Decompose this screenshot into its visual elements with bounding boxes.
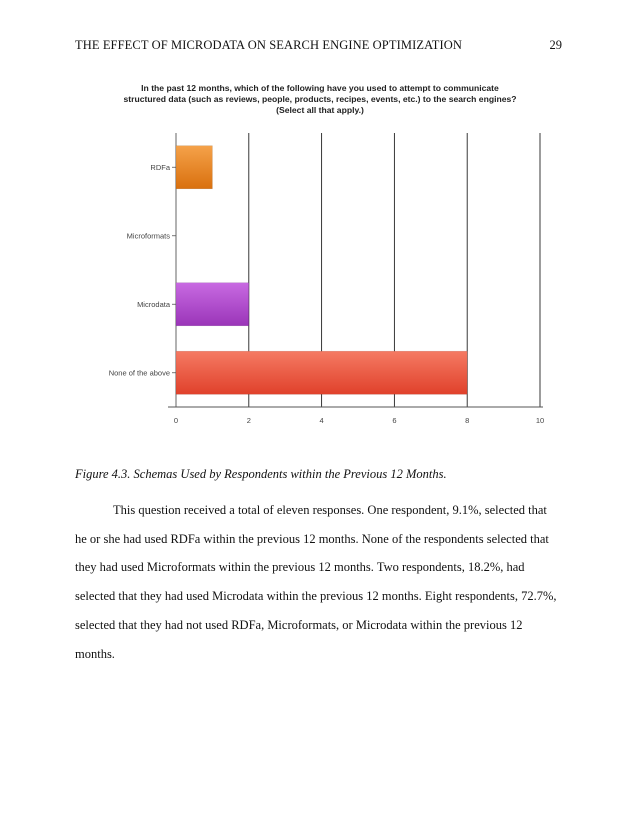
body-line-4: selected that they had used Microdata within the previous 12 months. Eight respondents, 72.7%,	[75, 589, 557, 604]
chart-title-line-3: (Select all that apply.)	[276, 105, 364, 115]
body-paragraph	[75, 496, 575, 668]
x-tick-label-8: 8	[465, 416, 470, 425]
category-label-rdfa: RDFa	[150, 162, 170, 172]
category-label-microformats: Microformats	[126, 231, 170, 241]
page-number: 29	[549, 38, 562, 52]
running-head	[75, 37, 562, 53]
bar-none-of-the-above	[176, 351, 467, 394]
chart-title	[100, 83, 540, 116]
bar-rdfa	[176, 146, 212, 189]
x-tick-label-6: 6	[392, 416, 397, 425]
x-tick-label-10: 10	[535, 416, 545, 425]
category-label-microdata: Microdata	[137, 299, 170, 309]
body-line-1: This question received a total of eleven responses. One respondent, 9.1%, selected that	[113, 503, 547, 517]
body-line-2: he or she had used RDFa within the previous 12 months. None of the respondents selected that	[75, 531, 549, 546]
running-title: THE EFFECT OF MICRODATA ON SEARCH ENGINE OPTIMIZATION	[75, 38, 463, 52]
x-tick-label-4: 4	[319, 416, 324, 425]
chart-title-line-1: In the past 12 months, which of the following have you used to attempt to communicate	[141, 83, 499, 93]
x-tick-label-0: 0	[173, 416, 179, 425]
x-tick-label-2: 2	[246, 416, 251, 425]
figure-caption: Figure 4.3. Schemas Used by Respondents within the Previous 12 Months.	[75, 467, 447, 481]
bar-chart	[95, 125, 555, 435]
bar-microdata	[176, 283, 249, 326]
body-line-6: months.	[75, 646, 115, 661]
chart-title-line-2: structured data (such as reviews, people, products, recipes, events, etc.) to the search engines?	[123, 94, 517, 104]
category-label-none-of-the-above: None of the above	[108, 368, 170, 378]
body-line-3: they had used Microformats within the previous 12 months. Two respondents, 18.2%, had	[75, 560, 525, 575]
body-line-5: selected that they had not used RDFa, Microformats, or Microdata within the previous 12	[75, 617, 523, 632]
